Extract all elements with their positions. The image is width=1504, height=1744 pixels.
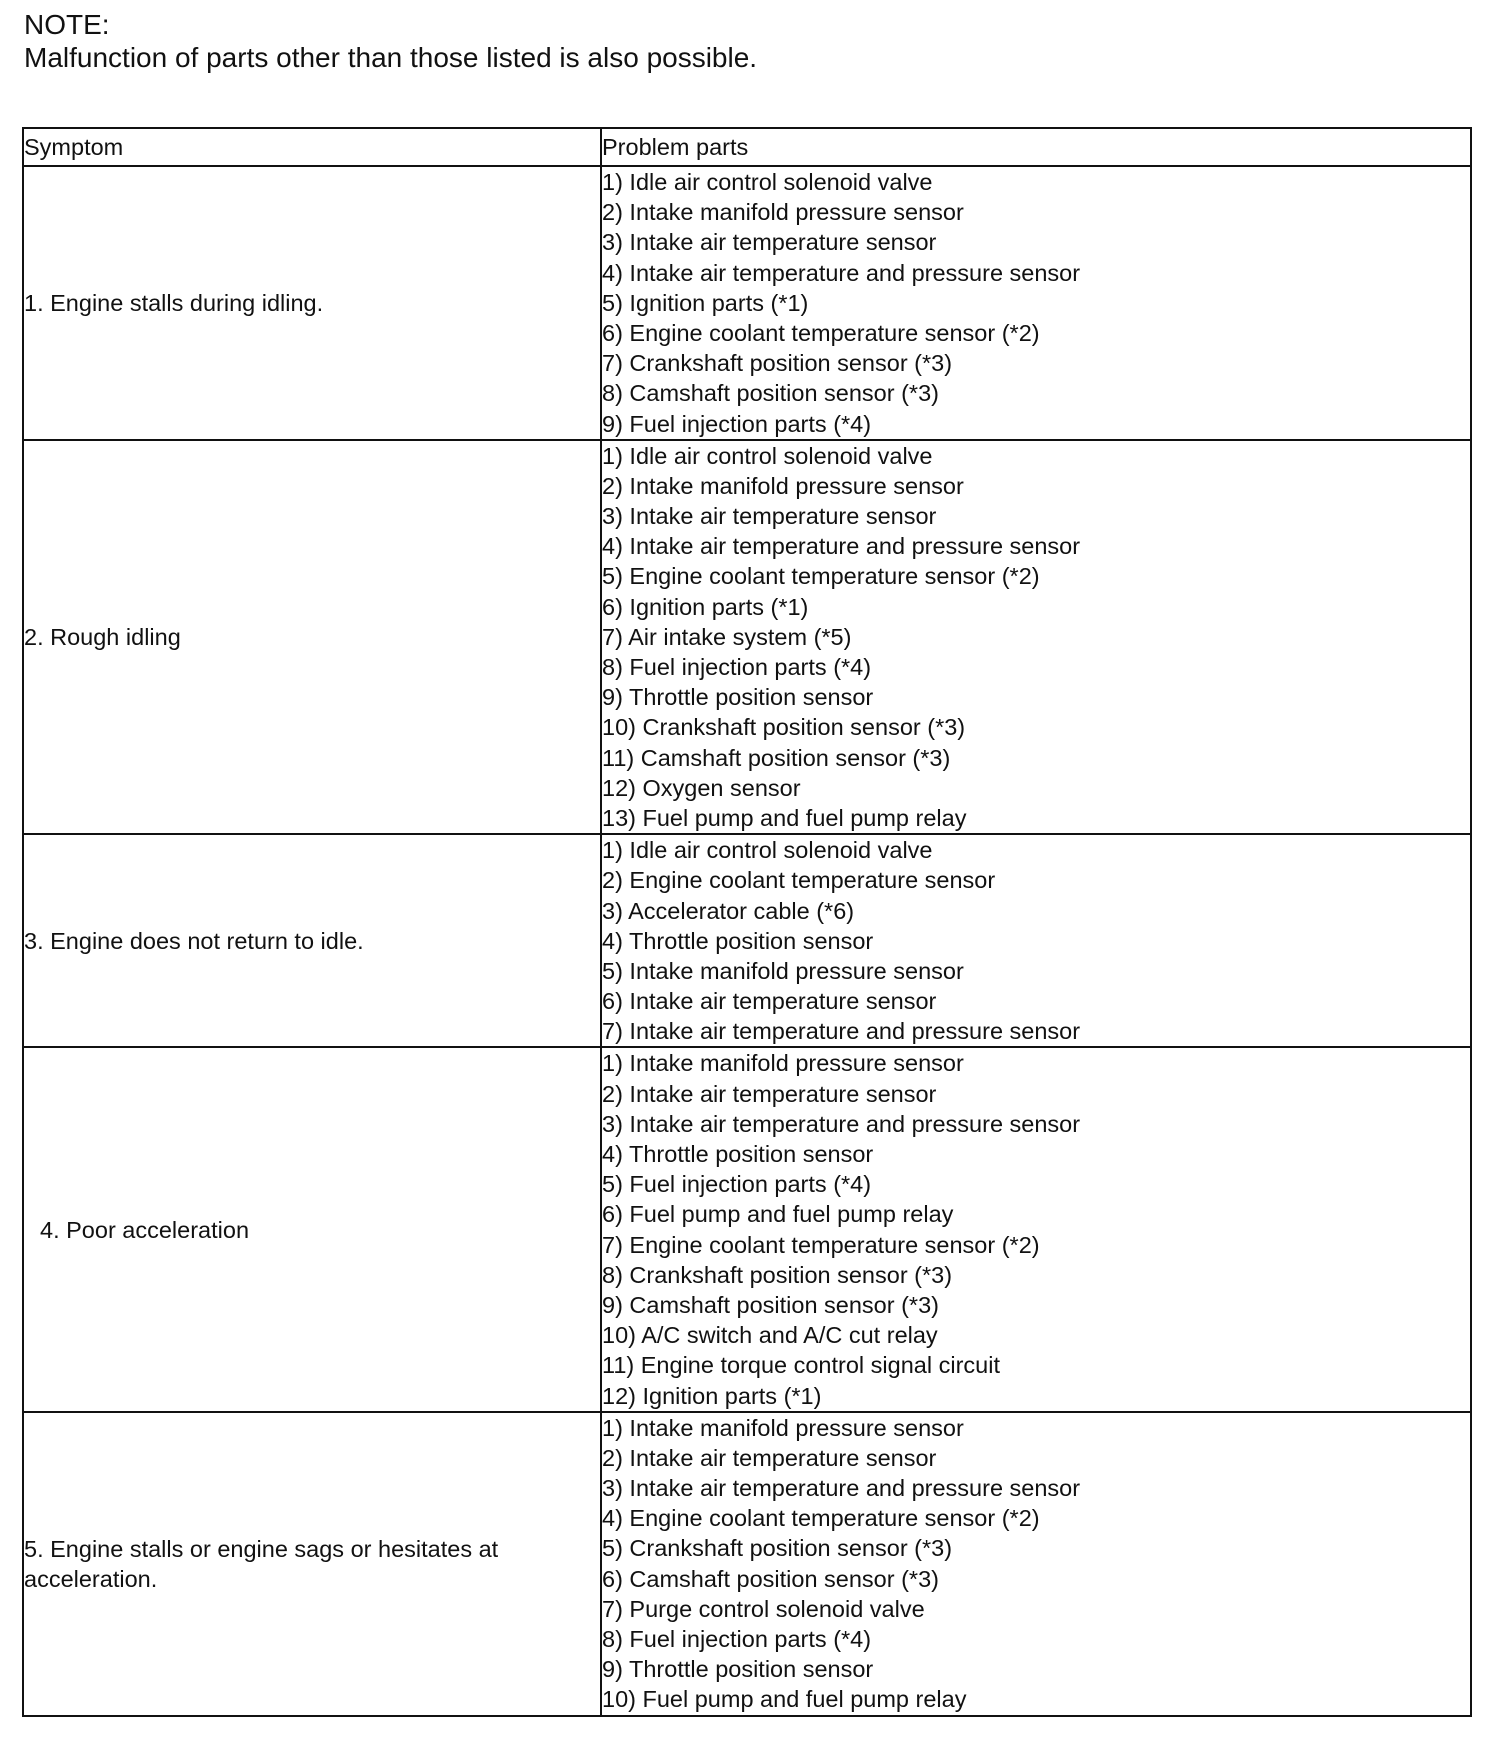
part-item: 12) Oxygen sensor [602, 774, 801, 801]
symptom-cell: 2. Rough idling [23, 440, 601, 834]
part-item: 6) Ignition parts (*1) [602, 593, 809, 620]
part-item: 1) Idle air control solenoid valve [602, 837, 933, 864]
symptom-cell: 4. Poor acceleration [23, 1047, 601, 1411]
part-item: 3) Intake air temperature and pressure sensor [602, 1475, 1081, 1502]
part-item: 2) Engine coolant temperature sensor [602, 867, 996, 894]
part-item: 1) Intake manifold pressure sensor [602, 1414, 964, 1441]
part-item: 7) Purge control solenoid valve [602, 1595, 925, 1622]
part-item: 10) Fuel pump and fuel pump relay [602, 1686, 967, 1713]
part-item: 3) Intake air temperature sensor [602, 229, 937, 256]
table-row [23, 166, 1471, 440]
problem-parts-cell [601, 834, 1471, 1047]
symptom-table [22, 127, 1472, 1717]
note-title: NOTE: [24, 9, 110, 40]
part-item: 12) Ignition parts (*1) [602, 1382, 822, 1409]
table-row [23, 1412, 1471, 1716]
part-item: 4) Engine coolant temperature sensor (*2) [602, 1505, 1040, 1532]
part-item: 4) Intake air temperature and pressure sensor [602, 259, 1081, 286]
part-item: 4) Throttle position sensor [602, 927, 874, 954]
part-item: 11) Camshaft position sensor (*3) [602, 744, 951, 771]
part-item: 6) Engine coolant temperature sensor (*2) [602, 319, 1040, 346]
symptom-cell: 1. Engine stalls during idling. [23, 166, 601, 440]
table-row [23, 834, 1471, 1047]
table-header-row [23, 128, 1471, 166]
problem-parts-cell [601, 440, 1471, 834]
note-text: Malfunction of parts other than those listed is also possible. [24, 42, 758, 73]
part-item: 7) Engine coolant temperature sensor (*2) [602, 1231, 1040, 1258]
part-item: 1) Idle air control solenoid valve [602, 169, 933, 195]
part-item: 9) Throttle position sensor [602, 1656, 874, 1683]
part-item: 3) Intake air temperature and pressure sensor [602, 1110, 1081, 1137]
part-item: 5) Crankshaft position sensor (*3) [602, 1535, 953, 1562]
part-item: 2) Intake manifold pressure sensor [602, 199, 964, 226]
table-row [23, 1047, 1471, 1411]
part-item: 3) Accelerator cable (*6) [602, 897, 855, 924]
part-item: 8) Crankshaft position sensor (*3) [602, 1261, 953, 1288]
symptom-cell: 3. Engine does not return to idle. [23, 834, 601, 1047]
part-item: 5) Engine coolant temperature sensor (*2) [602, 563, 1040, 590]
table-row [23, 440, 1471, 834]
part-item: 7) Air intake system (*5) [602, 623, 852, 650]
part-item: 7) Crankshaft position sensor (*3) [602, 350, 953, 377]
part-item: 3) Intake air temperature sensor [602, 503, 937, 530]
part-item: 5) Intake manifold pressure sensor [602, 957, 964, 984]
part-item: 2) Intake air temperature sensor [602, 1080, 937, 1107]
part-item: 8) Camshaft position sensor (*3) [602, 380, 939, 407]
header-symptom: Symptom [23, 128, 601, 166]
part-item: 8) Fuel injection parts (*4) [602, 654, 872, 680]
part-item: 4) Intake air temperature and pressure sensor [602, 533, 1081, 560]
part-item: 6) Camshaft position sensor (*3) [602, 1565, 939, 1592]
symptom-cell: 5. Engine stalls or engine sags or hesitates at acceleration. [23, 1412, 601, 1716]
part-item: 6) Fuel pump and fuel pump relay [602, 1201, 954, 1228]
part-item: 4) Throttle position sensor [602, 1141, 874, 1167]
part-item: 2) Intake manifold pressure sensor [602, 472, 964, 499]
part-item: 7) Intake air temperature and pressure sensor [602, 1018, 1081, 1045]
note-block [24, 8, 757, 74]
part-item: 13) Fuel pump and fuel pump relay [602, 804, 967, 831]
part-item: 5) Ignition parts (*1) [602, 289, 809, 316]
part-item: 1) Intake manifold pressure sensor [602, 1050, 964, 1077]
part-item: 9) Throttle position sensor [602, 684, 874, 711]
part-item: 10) A/C switch and A/C cut relay [602, 1322, 938, 1349]
part-item: 9) Fuel injection parts (*4) [602, 410, 872, 437]
header-problem-parts: Problem parts [601, 128, 1471, 166]
part-item: 9) Camshaft position sensor (*3) [602, 1291, 939, 1318]
part-item: 8) Fuel injection parts (*4) [602, 1626, 872, 1652]
problem-parts-cell [601, 1412, 1471, 1716]
part-item: 11) Engine torque control signal circuit [602, 1352, 1000, 1379]
problem-parts-cell [601, 1047, 1471, 1411]
problem-parts-cell [601, 166, 1471, 440]
part-item: 10) Crankshaft position sensor (*3) [602, 714, 966, 741]
part-item: 2) Intake air temperature sensor [602, 1444, 937, 1471]
part-item: 5) Fuel injection parts (*4) [602, 1171, 872, 1198]
part-item: 1) Idle air control solenoid valve [602, 442, 933, 469]
part-item: 6) Intake air temperature sensor [602, 988, 937, 1015]
